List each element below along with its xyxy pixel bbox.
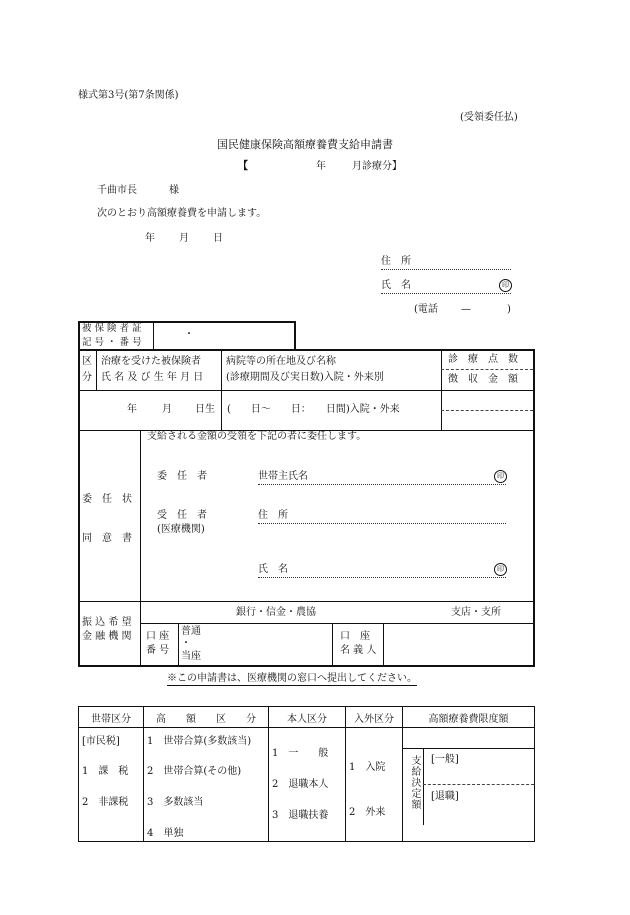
form-number: 様式第3号(第7条関係)	[78, 90, 179, 101]
limit-retired-label: [退職]	[431, 791, 459, 802]
col-header: 世帯区分	[79, 707, 144, 728]
date-year: 年	[145, 233, 155, 244]
phone-dash: —	[461, 304, 471, 315]
account-label-2: 番 号	[146, 645, 170, 656]
person-cell	[269, 728, 346, 842]
person-option[interactable]: 3 退職扶養	[272, 810, 329, 821]
household-option-taxed[interactable]: 1 課 税	[82, 766, 129, 777]
period-month: 月診療分】	[352, 161, 402, 172]
category-option[interactable]: 1 世帯合算(多数該当)	[147, 736, 252, 747]
consent-statement: 支給される金額の受領を下記の者に委任します。	[147, 431, 367, 442]
insured-id-label-1: 被 保 険 者 証	[82, 323, 142, 334]
limit-table	[78, 706, 535, 842]
category-option[interactable]: 4 単独	[147, 828, 184, 839]
period-year: 年	[316, 161, 326, 172]
rule	[153, 321, 154, 349]
recipient: 千曲市長	[97, 185, 137, 196]
household-cell	[79, 728, 144, 842]
inout-option[interactable]: 1 入院	[349, 762, 386, 773]
category-option[interactable]: 2 世帯合算(その他)	[147, 766, 242, 777]
delegate-label: 受 任 者	[157, 510, 207, 521]
account-type-2: ・	[181, 638, 191, 649]
inout-option[interactable]: 2 外来	[349, 807, 386, 818]
rule	[78, 321, 80, 666]
col-header: 高 額 区 分	[144, 707, 269, 728]
rule	[96, 349, 97, 390]
householder-label: 世帯主氏名	[258, 471, 308, 482]
recipient-suffix: 様	[169, 185, 179, 196]
decided-label: 支給決定額	[409, 755, 420, 810]
person-option[interactable]: 2 退職本人	[272, 779, 329, 790]
delegate-name-field[interactable]	[258, 565, 506, 578]
rule	[332, 623, 333, 665]
col-header: 高額療養費限度額	[403, 707, 535, 728]
kubun-label-2: 分	[82, 372, 92, 383]
document-title: 国民健康保険高額療養費支給申請書	[217, 138, 393, 151]
kubun-label-1: 区	[82, 356, 92, 367]
rule	[78, 390, 533, 391]
limit-general-label: [一般]	[431, 754, 459, 765]
rule	[383, 623, 384, 665]
delegate-address-label: 住 所	[258, 510, 288, 521]
rule	[294, 321, 296, 349]
bank-label-2: 金 融 機 関	[82, 631, 132, 642]
col-header: 入外区分	[346, 707, 403, 728]
holder-label-2: 名 義 人	[340, 645, 377, 656]
hospital-label-2: (診療期間及び実日数)入院・外来別	[226, 372, 384, 383]
patient-label-1: 治療を受けた被保険者	[101, 356, 201, 367]
applicant-name-label: 氏 名	[381, 280, 411, 291]
household-tax-label: [市民税]	[82, 736, 120, 747]
rule	[423, 748, 534, 749]
rule	[78, 349, 535, 351]
applicant-address-field[interactable]	[381, 257, 511, 270]
rule	[140, 623, 533, 624]
request-text: 次のとおり高額療養費を申請します。	[97, 208, 267, 219]
branch-types[interactable]: 支店・支所	[451, 607, 501, 618]
delegator-label: 委 任 者	[157, 471, 207, 482]
insured-id-label-2: 記 号 ・ 番 号	[82, 337, 142, 348]
birth-year: 年	[127, 404, 137, 415]
collected-label: 徴 収 金 額	[448, 374, 518, 385]
holder-label-1: 口 座	[340, 631, 370, 642]
applicant-name-field[interactable]	[381, 281, 511, 294]
rule	[441, 410, 533, 411]
seal-icon: 印	[494, 470, 507, 483]
decided-label-box	[403, 748, 424, 825]
consent-label-1: 委 任 状	[82, 494, 132, 505]
birth-day: 日生	[195, 404, 215, 415]
date-month: 月	[179, 233, 189, 244]
points-label: 診 療 点 数	[448, 354, 518, 365]
category-option[interactable]: 3 多数該当	[147, 797, 204, 808]
date-day: 日	[213, 233, 223, 244]
householder-name-field[interactable]	[258, 472, 506, 485]
submission-note: ※この申請書は、医療機関の窓口へ提出してください。	[167, 673, 417, 684]
phone-close: )	[507, 304, 511, 315]
period-open-bracket: 【	[238, 161, 248, 172]
proxy-payment-note: (受領委任払)	[460, 112, 518, 123]
household-option-exempt[interactable]: 2 非課税	[82, 797, 129, 808]
seal-icon: 印	[494, 563, 507, 576]
treatment-period[interactable]: ( 日～ 日： 日間)入院・外来	[227, 404, 400, 415]
account-label-1: 口 座	[146, 631, 170, 642]
category-cell	[144, 728, 269, 842]
rule	[140, 430, 141, 665]
delegate-address-field[interactable]	[258, 511, 506, 524]
account-type-1[interactable]: 普通	[181, 626, 201, 637]
account-type-3[interactable]: 当座	[181, 651, 201, 662]
delegate-name-label: 氏 名	[258, 564, 288, 575]
rule	[78, 601, 533, 602]
hospital-label-1: 病院等の所在地及び名称	[226, 356, 336, 367]
rule	[441, 369, 533, 370]
inout-cell	[346, 728, 403, 842]
col-header: 本人区分	[269, 707, 346, 728]
rule	[533, 349, 535, 666]
rule	[78, 665, 535, 667]
rule	[178, 623, 179, 665]
patient-label-2: 氏 名 及 び 生 年 月 日	[101, 372, 204, 383]
phone-label: (電話	[414, 304, 438, 315]
birth-month: 月	[162, 404, 172, 415]
bank-label-1: 振 込 希 望	[82, 617, 132, 628]
rule	[423, 784, 534, 785]
delegate-sub: (医療機関)	[157, 524, 205, 535]
limit-cell	[403, 728, 535, 842]
insured-id-field[interactable]: ・	[184, 329, 194, 340]
person-option[interactable]: 1 一 般	[272, 748, 329, 759]
seal-icon: 印	[499, 279, 512, 292]
bank-types[interactable]: 銀行・信金・農協	[236, 607, 316, 618]
applicant-address-label: 住 所	[381, 256, 411, 267]
consent-label-2: 同 意 書	[82, 533, 132, 544]
